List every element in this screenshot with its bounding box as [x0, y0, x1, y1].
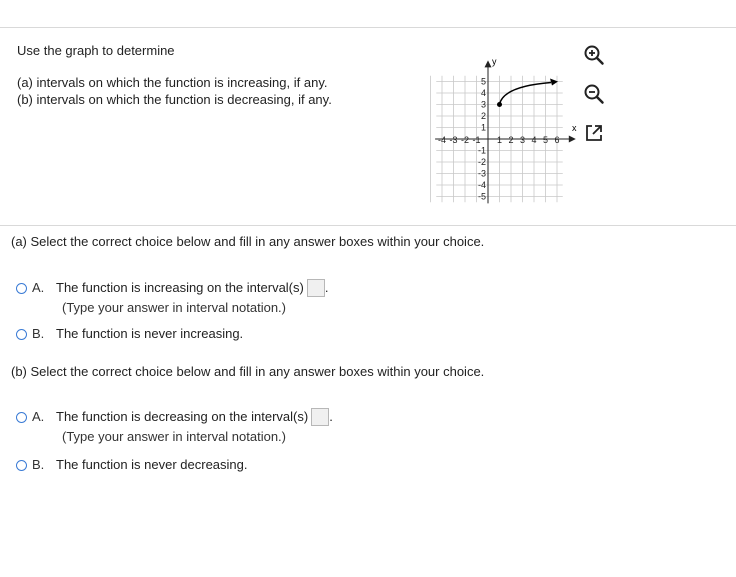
- y-tick-label: 4: [480, 88, 486, 98]
- part-a-choice-b[interactable]: [16, 326, 243, 341]
- y-tick-label: 2: [480, 111, 486, 121]
- zoom-in-icon[interactable]: [583, 44, 605, 66]
- choice-letter: B.: [32, 326, 45, 341]
- part-a-hint: (Type your answer in interval notation.): [62, 300, 286, 315]
- choice-letter: A.: [32, 409, 45, 424]
- y-tick-label: 1: [480, 122, 486, 133]
- x-tick-label: -4: [437, 135, 447, 145]
- open-new-window-icon[interactable]: [583, 122, 605, 144]
- y-tick-label: 3: [480, 99, 486, 110]
- x-tick-label: 2: [508, 135, 514, 145]
- part-a-header: (a) Select the correct choice below and fill in any answer boxes within your choice.: [11, 234, 485, 249]
- curve-start-point: [497, 102, 502, 107]
- question-part-a: (a) intervals on which the function is increasing, if any.: [17, 75, 328, 90]
- choice-letter: B.: [32, 457, 45, 472]
- y-tick-label: -5: [477, 191, 486, 202]
- question-intro: Use the graph to determine: [17, 43, 175, 58]
- graph-tools: [583, 44, 607, 161]
- function-curve: [500, 83, 552, 105]
- y-tick-label: 5: [480, 76, 486, 87]
- part-b-hint: (Type your answer in interval notation.): [62, 429, 286, 444]
- part-b-choice-a-radio[interactable]: [16, 412, 27, 423]
- x-tick-label: 5: [542, 135, 549, 145]
- choice-text: The function is decreasing on the interval(s): [56, 409, 309, 424]
- part-a-choice-a-radio[interactable]: [16, 283, 27, 294]
- x-axis-arrow: [569, 136, 576, 143]
- section-divider: [0, 225, 736, 226]
- zoom-out-icon[interactable]: [583, 83, 605, 105]
- x-tick-label: 4: [531, 135, 537, 145]
- y-tick-label: -2: [477, 157, 486, 167]
- x-tick-label: -1: [472, 135, 481, 145]
- x-tick-label: 6: [554, 135, 560, 145]
- part-a-choice-b-radio[interactable]: [16, 329, 27, 340]
- x-tick-label: 3: [519, 135, 526, 145]
- choice-letter: A.: [32, 280, 45, 295]
- y-tick-label: -1: [477, 145, 486, 156]
- x-tick-label: 1: [496, 135, 503, 145]
- part-b-answer-box[interactable]: [311, 408, 329, 426]
- part-a-answer-box[interactable]: [307, 279, 325, 297]
- part-b-choice-a[interactable]: A. The function is decreasing on the interval(s) .: [16, 408, 333, 426]
- part-a-choice-a[interactable]: A. The function is increasing on the interval(s) .: [16, 279, 328, 297]
- top-divider: [0, 27, 736, 28]
- function-graph: [418, 42, 578, 212]
- y-axis-arrow: [485, 60, 492, 67]
- part-b-header: (b) Select the correct choice below and fill in any answer boxes within your choice.: [11, 364, 485, 379]
- x-axis-label: x: [571, 123, 577, 133]
- y-tick-label: -4: [477, 180, 486, 190]
- part-b-choice-b-radio[interactable]: [16, 460, 27, 471]
- choice-text: The function is never increasing.: [56, 326, 244, 341]
- x-tick-label: -2: [460, 135, 470, 145]
- x-tick-label: -3: [449, 135, 458, 145]
- choice-text: The function is increasing on the interval(s): [56, 280, 304, 295]
- choice-text: The function is never decreasing.: [56, 457, 248, 472]
- y-axis-label: y: [492, 56, 497, 67]
- part-b-choice-b[interactable]: [16, 457, 248, 472]
- question-part-b: (b) intervals on which the function is decreasing, if any.: [17, 92, 332, 107]
- y-tick-label: -3: [477, 168, 486, 179]
